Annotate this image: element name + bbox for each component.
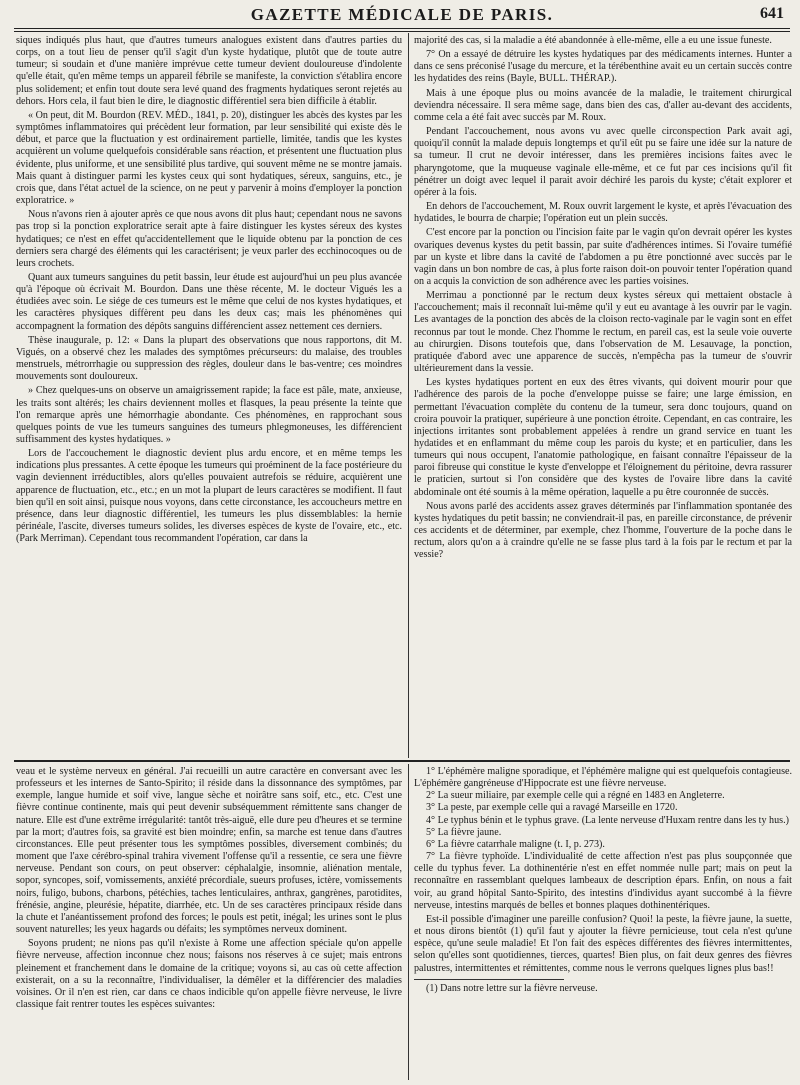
- paragraph: Est-il possible d'imaginer une pareille confusion? Quoi! la peste, la fièvre jaune, la suette, et nous dirons bientôt (1) qu'il faut y ajouter la fièvre pernicieuse, tout cela n'est qu'une espèce, qu'une seule maladie! Et l'on fait des espèces différentes des fièvres intermittentes, selon qu'elles sont quotidiennes, tierces, quartes! Bien plus, on fait deux genres des fièvres palustres, intermittentes et rémittentes, comme nous le verrons quelques lignes plus bas!!: [414, 913, 792, 974]
- column-divider-top: [408, 33, 409, 758]
- list-item: 3° La peste, par exemple celle qui a ravagé Marseille en 1720.: [426, 802, 678, 814]
- column-top-left: [16, 35, 402, 755]
- fever-species-list: [414, 766, 792, 912]
- paragraph: Thèse inaugurale, p. 12: « Dans la plupart des observations que nous rapportons, dit M. Vigués, on a observé chez les malades des symptômes précurseurs: du malaise, des troubles menstruels, métrorrhagie ou suppression des règles, douleur dans le bas-ventre; ces moindres mouvements sont douloureux.: [16, 334, 402, 383]
- paragraph: Quant aux tumeurs sanguines du petit bassin, leur étude est aujourd'hui un peu plus avancée qu'à l'époque où écrivait M. Bourdon. Dans une thèse récente, M. le docteur Vigués les a étudiées avec soin. Le siége de ces tumeurs est le même que celui de nos kystes hydatiques, et les caractères physiques diffèrent peu dans les deux cas; mais les phénomènes qui accompagnent la formation des dépôts sanguins différencient assez nettement ces derniers.: [16, 271, 402, 332]
- paragraph: veau et le système nerveux en général. J'ai recueilli un autre caractère en conversant avec les professeurs et les internes de Santo-Spirito; il réside dans la dissonnance des symptômes, par exemple, langue humide et soif vive, langue sèche et noirâtre sans soif, etc., etc. C'est une fièvre continue continente, mais qui peut devenir subséquemment rémittente sans changer de nature. Elle est d'une extrême irrégularité: tantôt très-aiguë, elle dure peu d'heures et se termine par la mort; d'autres fois, sa gravité est bien moindre; enfin, sa marche est tenue dans d'autres circonstances. Elle peut présenter tous les symptômes possibles, diversement combinés; du moment que l'axe cérébro-spinal trahira vivement l'offense qu'il a ressentie, ce sera une fièvre nerveuse. Pendant son cours, on peut observer: céphalalgie, insomnie, aliénation mentale, sopor, syncopes, soif, vomissements, anxiété précordiale, sueurs profuses, ictère, vomissements noirs, fuligo, bubons, charbons, pétéchies, taches lenticulaires, anthrax, gangrènes, parotidites, frénésie, angine, pleurésie, hépatite, diarrhée, etc. Un de ses caractères principaux réside dans la chute et l'anéantissement profond des forces; le pouls est petit, inégal; les urines sont le plus souvent naturelles; les yeux hagards ou défaits; les symptômes nerveux dominent.: [16, 766, 402, 936]
- paragraph: C'est encore par la ponction ou l'incision faite par le vagin qu'on devrait opérer les kystes ovariques devenus kystes du petit bassin, par suite d'adhérences intimes. Si l'ovaire tuméfié par un kyste et libre dans la cavité de l'abdomen a pu être ponctionné avec succès par le vagin dans un bon nombre de cas, à plus forte raison doit-on pouvoir tenter l'opération quand on a acquis la conviction de son adhérence avec les parties voisines.: [414, 227, 792, 287]
- list-item: 5° La fièvre jaune.: [426, 826, 502, 838]
- footnote: (1) Dans notre lettre sur la fièvre nerveuse.: [426, 982, 598, 994]
- list-item: 2° La sueur miliaire, par exemple celle qui a régné en 1483 en Angleterre.: [426, 790, 725, 802]
- footnote-rule: [414, 979, 564, 980]
- paragraph: Nous avons parlé des accidents assez graves déterminés par l'inflammation spontanée des kystes hydatiques du petit bassin; ne conviendrait-il pas, en pareille circonstance, de prévenir ces accidents et de déterminer, par exemple, chez l'homme, l'ouverture de la poche dans le rectum, alors qu'on a à craindre qu'elle ne se fasse plus tard à la fois par le rectum et par la vessie?: [414, 500, 792, 561]
- header-rule: [14, 28, 790, 29]
- paragraph: » Chez quelques-uns on observe un amaigrissement rapide; la face est pâle, mate, anxieuse, les traits sont altérés; les chairs deviennent molles et flasques, la peau présente la teinte que l'on remarque après une hémorrhagie abondante. Ces phénomènes, en rapprochant sous quelques points de vue les tumeurs sanguines des tumeurs phlegmoneuses, les différencient suffisamment des kystes hydatiques. »: [16, 385, 402, 445]
- paragraph: Mais à une époque plus ou moins avancée de la maladie, le traitement chirurgical deviendra nécessaire. Il sera même sage, dans bien des cas, d'aller au-devant des accidents, comme cela a été fait avec succès par M. Roux.: [414, 87, 792, 123]
- paragraph: Pendant l'accouchement, nous avons vu avec quelle circonspection Park avait agi, quoiqu'il connût la malade depuis longtemps et qu'il eût pu se faire une idée sur la nature de sa tumeur. Il crut ne devoir intéresser, dans les premières incisions faites avec le pharyngotome, que la muqueuse vaginale elle-même, et ce fut par ces incisions qu'il fit pénétrer un doigt avec lequel il parait avoir déchiré les parois du kyste; c'était explorer et opérer à la fois.: [414, 126, 792, 198]
- paragraph: siques indiqués plus haut, que d'autres tumeurs analogues existent dans d'autres parties du corps, on a tout lieu de penser qu'il s'agit d'un kyste hydatique, plutôt que de toute autre tumeur; si soudain et d'une manière imprévue cette tumeur devient douloureuse d'indolente qu'elle était, qu'en même temps un appareil fébrile se manifeste, la conviction s'établira encore plus solidement; et enfin tout doute sera levé quand des fragments hydatiques seront rejetés au dehors. Hors cela, il faut bien le dire, le diagnostic différentiel sera bien difficile à établir.: [16, 35, 402, 107]
- column-top-right: [414, 35, 792, 755]
- paragraph: 7° On a essayé de détruire les kystes hydatiques par des médicaments internes. Hunter a dans ce sens préconisé l'usage du mercure, et la térébenthine avait eu un certain succès contre les hydatides des reins (Bayle, BULL. THÉRAP.).: [414, 49, 792, 85]
- column-bottom-right: [414, 766, 792, 1080]
- paragraph: Lors de l'accouchement le diagnostic devient plus ardu encore, et en même temps les indications plus pressantes. A cette époque les tumeurs qui proéminent de la face postérieure du vagin deviennent irréductibles, alors qu'elles pouvaient autrefois se réduire, acquièrent une apparence de fluctuation, etc., etc.; en un mot la plupart de leurs caractères se modifient. Il faut bien qu'il en soit ainsi, puisque nous voyons, dans cette circonstance, les accoucheurs mettre en présence, dans leur diagnostic différentiel, les tumeurs les plus dissemblables: la hernie périnéale, l'ascite, diverses tumeurs solides, les diverses espèces de kyste de l'ovaire, etc., etc. (Park Merriman). Cependant tous recommandent l'opération, car dans la: [16, 448, 402, 545]
- header-rule-double: [14, 31, 790, 32]
- paragraph: majorité des cas, si la maladie a été abandonnée à elle-même, elle a eu une issue funeste.: [414, 35, 772, 46]
- journal-title: GAZETTE MÉDICALE DE PARIS.: [250, 5, 554, 24]
- list-item: 7° La fièvre typhoïde. L'individualité de cette affection n'est pas plus soupçonnée que celle du typhus fever. La dothinentérie n'est en effet nommée nulle part; mais on peut la reconnaître en rassemblant quelques lambeaux de description épars. Enfin, on nous a fait voir, au grand hôpital Santo-Spirito, des intestins d'individus ayant succombé à la fièvre nerveuse, intestins marqués de belles et bonnes plaques dothinentériques.: [414, 851, 792, 911]
- paragraph: Nous n'avons rien à ajouter après ce que nous avons dit plus haut; cependant nous ne savons pas trop si la ponction exploratrice serait apte à faire distinguer les kystes séreux des kystes hydatiques; ce n'est en effet qu'accidentellement que le liquide obtenu par la ponction de ces derniers sera chargé des éléments qui les caractérisent; je veux parler des ecchinocoques ou de leurs crochets.: [16, 209, 402, 269]
- list-item: 1° L'éphémère maligne sporadique, et l'éphémère maligne qui est quelquefois contagieuse. L'éphémère gangréneuse d'Hippocrate est une fièvre nerveuse.: [414, 766, 792, 790]
- column-bottom-left: [16, 766, 402, 1080]
- page-number: 641: [760, 5, 784, 22]
- paragraph: Merrimau a ponctionné par le rectum deux kystes séreux qui mettaient obstacle à l'accouchement; mais il reconnaît lui-même qu'il y eut eu avantage à les ouvrir par le vagin. Les avantages de la ponction des abcès de la cloison recto-vaginale par le vagin sont en effet reconnus par tout le monde. Chez l'homme le rectum, en pareil cas, est la seule voie ouverte au chirurgien. Disons toutefois que, dans l'observation de M. Lesauvage, la ponction, pratiquée d'abord avec une apparence de succès, n'empêcha pas la tumeur de s'ouvrir ultérieurement dans la vessie.: [414, 290, 792, 375]
- list-item: 6° La fièvre catarrhale maligne (t. I, p. 273).: [426, 838, 605, 850]
- masthead: [14, 4, 790, 26]
- paragraph: Soyons prudent; ne nions pas qu'il n'existe à Rome une affection spéciale qu'on appelle fièvre nerveuse, affection inconnue chez nous; faisons nos réserves à ce sujet; mais entrons pleinement et franchement dans le domaine de la critique; voyons si, au cas où cette affection existerait, on a su la reconnaître, l'individualiser, la démêler et la différencier des maladies voisines. Or il n'en est rien, car dans ce chaos indicible qu'on appelle fièvre nerveuse, le livre classique fait rentrer toutes les espèces suivantes:: [16, 938, 402, 1010]
- paragraph: « On peut, dit M. Bourdon (REV. MÉD., 1841, p. 20), distinguer les abcès des kystes par les symptômes inflammatoires qui précèdent leur formation, par leur sensibilité qui existe dès le début, et parce que la fluctuation y est ordinairement partielle, limitée, tandis que les kystes acquièrent un volume quelquefois considérable sans réaction, et présentent une fluctuation plus évidente, plus uniforme, et une sensibilité plus tardive, qui souvent même ne se montre jamais. Mais quant à distinguer parmi les kystes ceux qui sont hydatiques, séreux, sanguins, etc., je crois que, dans l'état actuel de la science, on ne peut y parvenir à moins d'employer la ponction exploratrice. »: [16, 109, 402, 207]
- paragraph: Les kystes hydatiques portent en eux des êtres vivants, qui doivent mourir pour que l'adhérence des parois de la poche d'enveloppe puisse se faire; une large émission, en permettant l'évacuation complète du contenu de la tumeur, sera donc toujours, quand on croira pouvoir la pratiquer, supérieure à une ponction étroite. Cependant, en cas contraire, les injections irritantes sont probablement appelées à rendre un grand service en tuant les hydatides et en enflammant du même coup les parois du kyste; et en particulier, dans les tumeurs qui nous occupent, l'anatomie pathologique, en faisant connaître l'épaisseur de la paroi fibreuse qui constitue le kyste d'enveloppe et l'éloignement du péritoine, devra rassurer le praticien, surtout si l'on considère que des kystes de l'ovaire libre dans la cavité abdominale ont été soumis à la même opération, laquelle a pu être couronnée de succès.: [414, 377, 792, 498]
- paragraph: En dehors de l'accouchement, M. Roux ouvrit largement le kyste, et après l'évacuation des hydatides, le bourra de charpie; l'opération eut un plein succès.: [414, 201, 792, 225]
- list-item: 4° Le typhus bénin et le typhus grave. (La lente nerveuse d'Huxam rentre dans les ty hus.): [426, 814, 789, 826]
- section-divider: [14, 760, 790, 762]
- column-divider-bottom: [408, 764, 409, 1080]
